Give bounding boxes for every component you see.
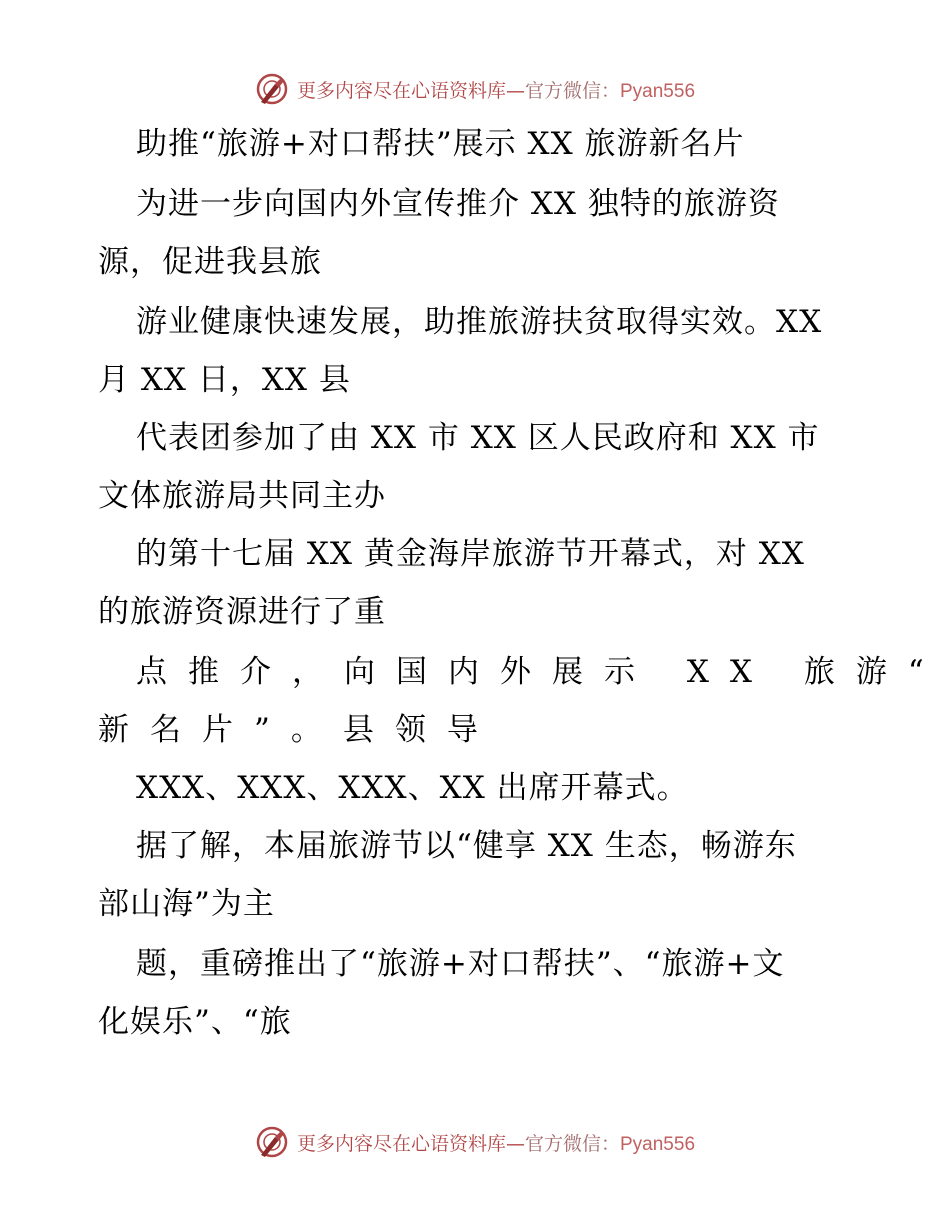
paragraph-line: 题，重磅推出了“旅游+对口帮扶”、“旅游+文 [136,946,785,982]
paragraph-line: 点推介，向国内外展示 XX 旅游“ [136,654,945,690]
pen-circle-logo-icon [255,72,289,106]
footer-watermark [0,1125,950,1159]
paragraph-line: 新名片”。县领导 [98,712,499,748]
paragraph-line: 游业健康快速发展，助推旅游扶贫取得实效。XX [136,304,823,340]
paragraph-line: 为进一步向国内外宣传推介 XX 独特的旅游资 [136,186,780,222]
paragraph-line: 月 XX 日，XX 县 [98,362,351,398]
watermark-text: 更多内容尽在心语资料库—官方微信：Pyan556 [296,79,696,102]
pen-circle-logo-icon [255,1125,289,1159]
paragraph-line: 源，促进我县旅 [98,244,322,280]
paragraph-line: 据了解，本届旅游节以“健享 XX 生态，畅游东 [136,828,797,864]
paragraph-line: 的第十七届 XX 黄金海岸旅游节开幕式，对 XX [136,536,805,572]
paragraph-line: 的旅游资源进行了重 [98,594,386,630]
paragraph-line: 化娱乐”、“旅 [98,1004,292,1040]
paragraph-line: 部山海”为主 [98,886,275,922]
header-watermark [0,72,950,106]
paragraph-line: XXX、XXX、XXX、XX 出席开幕式。 [136,770,689,806]
title-line: 助推“旅游+对口帮扶”展示 XX 旅游新名片 [136,126,745,162]
watermark-text: 更多内容尽在心语资料库—官方微信：Pyan556 [296,1132,696,1155]
paragraph-line: 代表团参加了由 XX 市 XX 区人民政府和 XX 市 [136,420,820,456]
paragraph-line: 文体旅游局共同主办 [98,478,386,514]
